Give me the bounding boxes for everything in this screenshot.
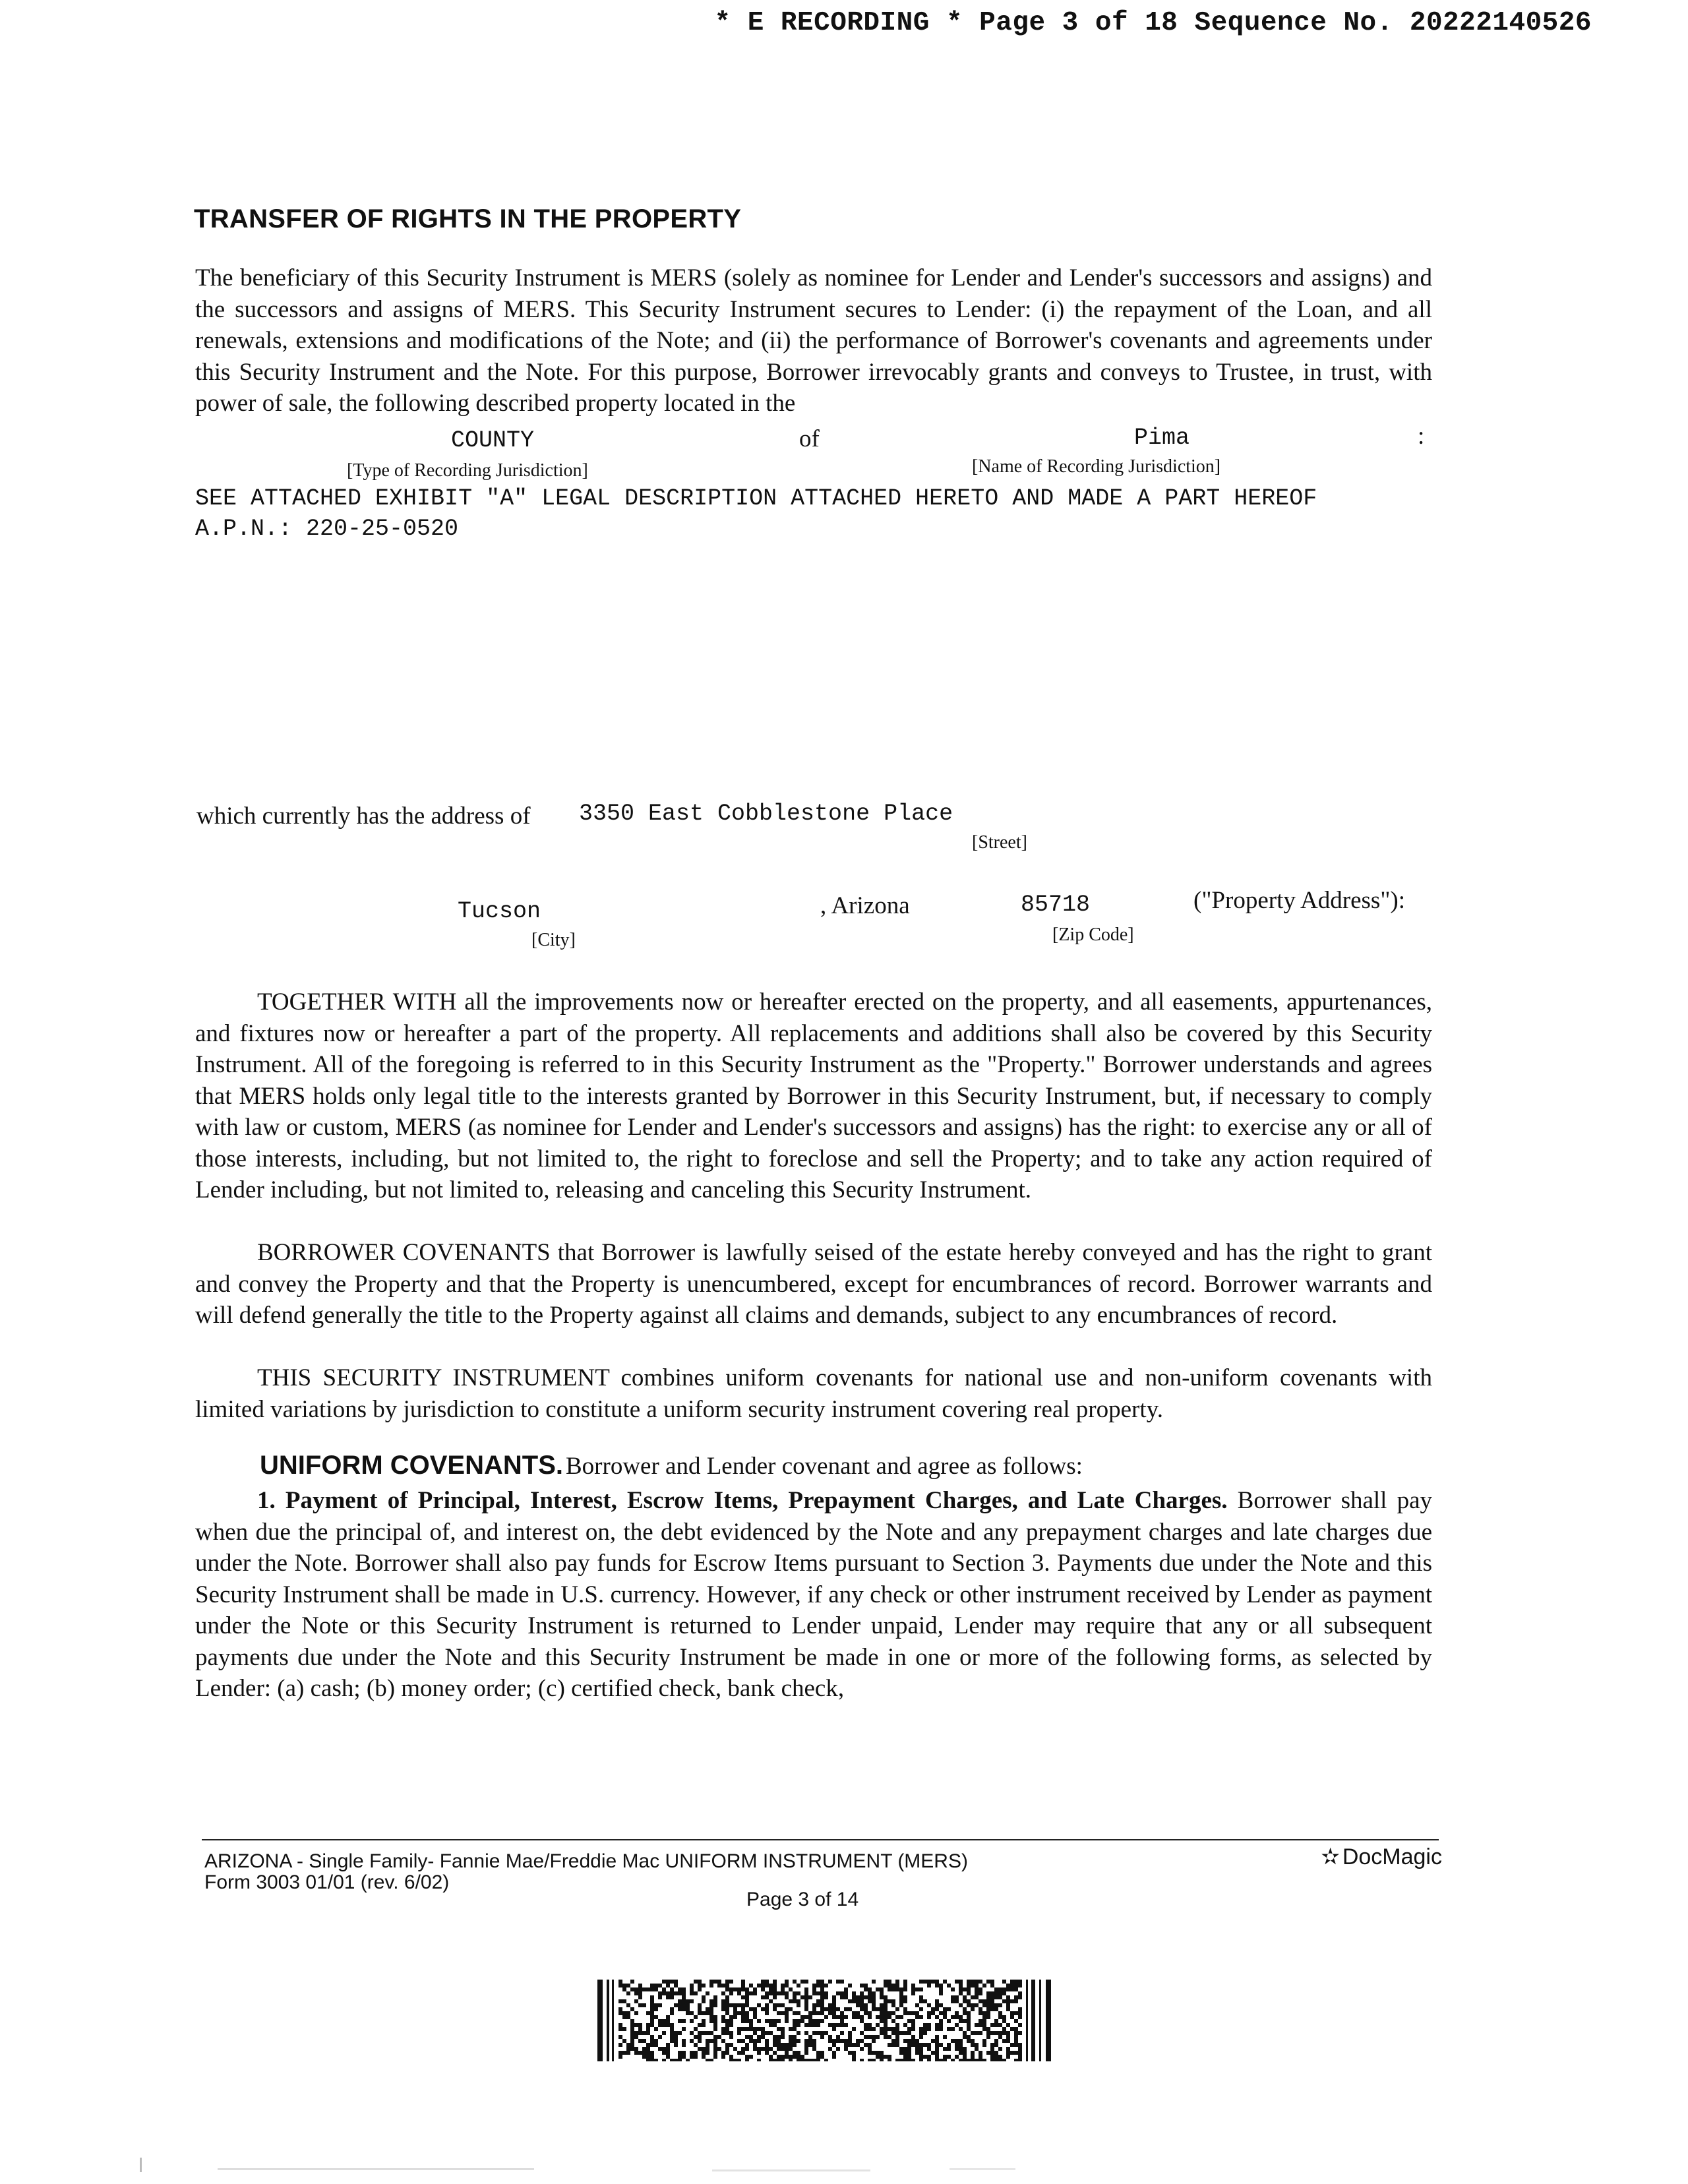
this-security-instrument-paragraph: THIS SECURITY INSTRUMENT combines uniform covenants for national use and non-uniform covenants with limited variations by jurisdiction to constitute a uniform security instrument covering real property. <box>195 1364 1432 1423</box>
uniform-covenants-heading <box>260 1451 1083 1480</box>
uniform-covenants-intro: Borrower and Lender covenant and agree as follows: <box>566 1453 1083 1480</box>
jurisdiction-name-caption: [Name of Recording Jurisdiction] <box>972 456 1221 477</box>
barcode-guard-bar <box>1031 1980 1035 2061</box>
star-outline-icon: ✫ <box>1321 1844 1340 1869</box>
city-value: Tucson <box>458 898 541 925</box>
property-address-label: ("Property Address"): <box>1193 887 1406 914</box>
borrower-covenants-paragraph: BORROWER COVENANTS that Borrower is lawfully seised of the estate hereby conveyed and has the right to grant and convey the Property and that the Property is unencumbered, except for encumbrances of record. Borrower warrants and will defend generally the title to the Property against all claims and demands, subject to any encumbrances of record. <box>195 1239 1432 1329</box>
jurisdiction-name-value: Pima <box>1134 425 1190 451</box>
barcode <box>597 1980 1052 2061</box>
of-word: of <box>799 425 820 452</box>
together-with-paragraph: TOGETHER WITH all the improvements now or hereafter erected on the property, and all easements, appurtenances, and fixtures now or hereafter a part of the property. All replacements and additions shall also be covered by this Security Instrument. All of the foregoing is referred to in this Security Instrument as the "Property." Borrower understands and agrees that MERS holds only legal title to the interests granted by Borrower in this Security Instrument, but, if necessary to comply with law or custom, MERS (as nominee for Lender and Lender's successors and assigns) has the right: to exercise any or all of those interests, including, but not limited to, the right to foreclose and sell the Property; and to take any action required of Lender including, but not limited to, releasing and canceling this Security Instrument. <box>195 988 1432 1203</box>
section-title: TRANSFER OF RIGHTS IN THE PROPERTY <box>194 204 742 233</box>
barcode-guard-bar <box>1046 1980 1051 2061</box>
barcode-guard-bar <box>612 1980 614 2061</box>
footer-page-number: Page 3 of 14 <box>746 1889 859 1910</box>
covenant-1-title: 1. Payment of Principal, Interest, Escrow Items, Prepayment Charges, and Late Charges. <box>257 1487 1228 1514</box>
scan-artifacts <box>0 2150 1688 2176</box>
zip-value: 85718 <box>1021 892 1091 918</box>
street-value: 3350 East Cobblestone Place <box>579 801 953 827</box>
city-caption: [City] <box>531 930 576 950</box>
docmagic-brand <box>1321 1844 1442 1870</box>
brand-name: DocMagic <box>1342 1844 1442 1869</box>
address-intro: which currently has the address of <box>196 803 531 830</box>
jurisdiction-type-value: COUNTY <box>451 427 535 454</box>
street-caption: [Street] <box>972 832 1027 853</box>
jurisdiction-colon: : <box>1418 423 1425 450</box>
jurisdiction-type-caption: [Type of Recording Jurisdiction] <box>347 460 588 481</box>
footer-form-title: ARIZONA - Single Family- Fannie Mae/Freddie Mac UNIFORM INSTRUMENT (MERS) <box>204 1850 968 1872</box>
covenant-1-paragraph <box>195 1485 1432 1705</box>
state-value: , Arizona <box>820 892 910 919</box>
barcode-guard-bar <box>607 1980 609 2061</box>
transfer-paragraph: The beneficiary of this Security Instrument is MERS (solely as nominee for Lender and Lender's successors and assigns) and the successors and assigns of MERS. This Security Instrument secures to Lender: (i) the repayment of the Loan, and all renewals, extensions and modifications of the Note; and (ii) the performance of Borrower's covenants and agreements under this Security Instrument and the Note. For this purpose, Borrower irrevocably grants and conveys to Trustee, in trust, with power of sale, the following described property located in the <box>195 264 1432 417</box>
zip-caption: [Zip Code] <box>1052 925 1134 945</box>
footer-form-number: Form 3003 01/01 (rev. 6/02) <box>204 1871 450 1893</box>
apn: A.P.N.: 220-25-0520 <box>195 516 459 542</box>
legal-description: SEE ATTACHED EXHIBIT "A" LEGAL DESCRIPTION ATTACHED HERETO AND MADE A PART HEREOF <box>195 485 1317 512</box>
barcode-guard-bar <box>1039 1980 1041 2061</box>
barcode-guard-bar <box>1026 1980 1028 2061</box>
covenant-1-text: Borrower shall pay when due the principal of, and interest on, the debt evidenced by the Note and any prepayment charges and late charges due under the Note. Borrower shall also pay funds for Escrow Items pursuant to Section 3. Payments due under the Note and this Security Instrument shall be made in U.S. currency. However, if any check or other instrument received by Lender as payment under the Note or this Security Instrument is returned to Lender unpaid, Lender may require that any or all subsequent payments due under the Note and this Security Instrument be made in one or more of the following forms, as selected by Lender: (a) cash; (b) money order; (c) certified check, bank check, <box>195 1487 1433 1702</box>
footer-divider <box>202 1839 1439 1840</box>
recording-header: * E RECORDING * Page 3 of 18 Sequence No. 20222140526 <box>714 8 1592 38</box>
barcode-guard-bar <box>597 1980 603 2061</box>
uniform-covenants-title: UNIFORM COVENANTS. <box>260 1451 563 1480</box>
